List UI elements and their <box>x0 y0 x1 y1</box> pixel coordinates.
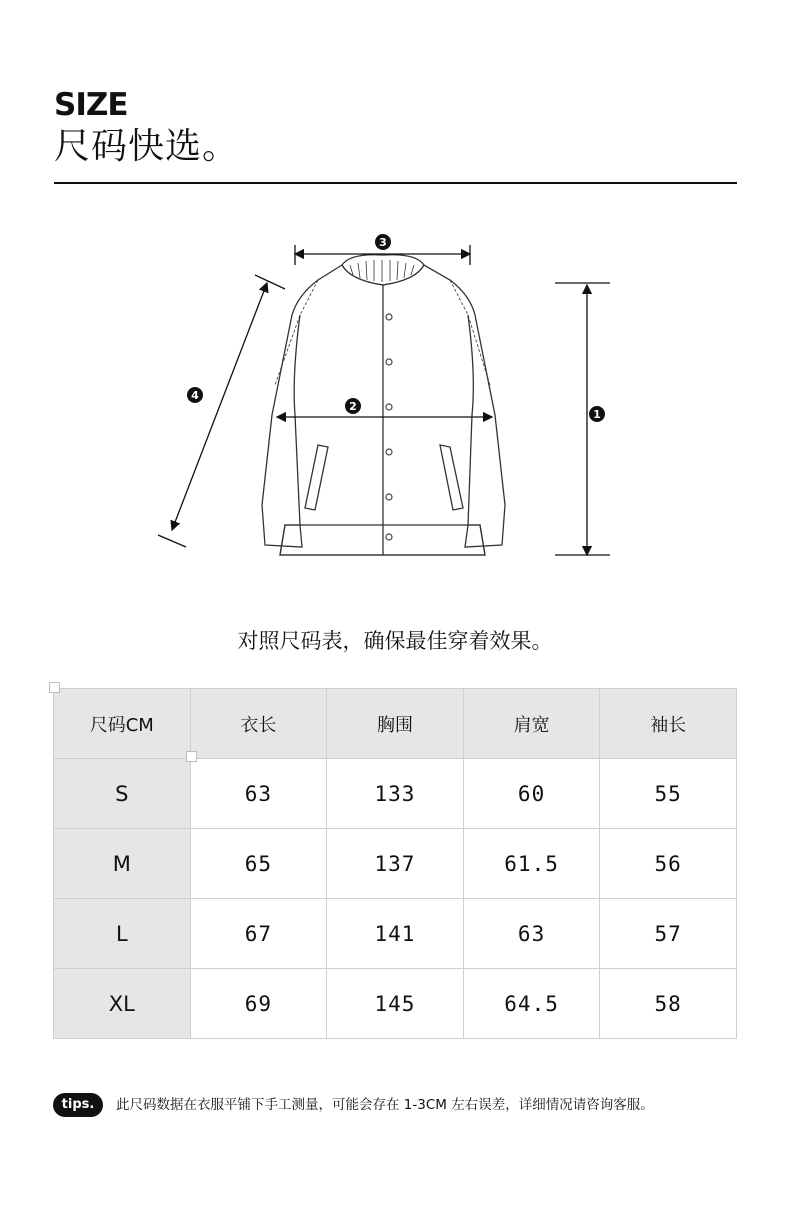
button <box>386 449 392 455</box>
button <box>386 404 392 410</box>
table-cell: 141 <box>327 899 464 969</box>
section-title-cn: 尺码快选。 <box>54 126 240 167</box>
table-row <box>54 759 737 829</box>
table-cell: 145 <box>327 969 464 1039</box>
size-label: M <box>54 829 191 899</box>
table-cell: 69 <box>190 969 327 1039</box>
size-label: L <box>54 899 191 969</box>
marker-4-label: 4 <box>191 389 199 402</box>
table-header-row <box>54 689 737 759</box>
table-cell: 65 <box>190 829 327 899</box>
size-chart-caption: 对照尺码表，确保最佳穿着效果。 <box>237 629 553 653</box>
button <box>386 359 392 365</box>
table-cell: 64.5 <box>463 969 600 1039</box>
table-cell: 67 <box>190 899 327 969</box>
button <box>386 534 392 540</box>
header-length: 衣长 <box>190 689 327 759</box>
section-title-en: SIZE <box>54 87 128 123</box>
right-pocket <box>440 445 463 510</box>
cell-resize-handle[interactable] <box>186 751 197 762</box>
table-cell: 63 <box>190 759 327 829</box>
header-chest: 胸围 <box>327 689 464 759</box>
size-label: S <box>54 759 191 829</box>
header-divider <box>54 182 737 184</box>
button <box>386 494 392 500</box>
marker-1-label: 1 <box>593 408 601 421</box>
table-row <box>54 899 737 969</box>
table-row <box>54 969 737 1039</box>
collar-rib <box>342 255 424 285</box>
marker-3-label: 3 <box>379 236 387 249</box>
left-pocket <box>305 445 328 510</box>
tips-badge: tips. <box>53 1093 103 1117</box>
table-cell: 137 <box>327 829 464 899</box>
table-resize-handle[interactable] <box>49 682 60 693</box>
table-cell: 56 <box>600 829 737 899</box>
sleeve-arrow <box>172 283 267 530</box>
marker-2-label: 2 <box>349 400 357 413</box>
table-cell: 133 <box>327 759 464 829</box>
size-table <box>53 688 737 1039</box>
tips-text: 此尺码数据在衣服平铺下手工测量，可能会存在 1-3CM 左右误差，详细情况请咨询客服。 <box>116 1097 654 1113</box>
size-label: XL <box>54 969 191 1039</box>
table-cell: 55 <box>600 759 737 829</box>
button <box>386 314 392 320</box>
table-cell: 58 <box>600 969 737 1039</box>
table-cell: 61.5 <box>463 829 600 899</box>
table-row <box>54 829 737 899</box>
table-cell: 63 <box>463 899 600 969</box>
table-cell: 57 <box>600 899 737 969</box>
header-size: 尺码CM <box>54 689 191 759</box>
table-cell: 60 <box>463 759 600 829</box>
header-sleeve: 袖长 <box>600 689 737 759</box>
jacket-measurement-diagram <box>150 225 620 570</box>
header-shoulder: 肩宽 <box>463 689 600 759</box>
